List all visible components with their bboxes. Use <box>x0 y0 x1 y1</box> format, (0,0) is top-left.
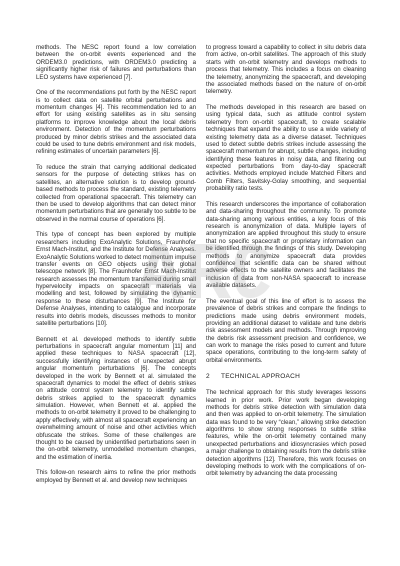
right-column <box>206 44 366 486</box>
paragraph: The eventual goal of this line of effort is to assess the prevalence of debris strikes and compare the findings to predictions made using debris environment models, providing an additional dataset to validate and tune debris risk assessment models and methods. Through improving the debris risk assessment precision and confidence, we can work to manage the risks posed to current and future space operations, contributing to the long-term safety of orbital environments. <box>206 297 366 364</box>
section-heading <box>206 373 366 381</box>
paragraph: Bennett et al. developed methods to identify subtle perturbations in spacecraft angular momentum [11] and applied these techniques to NASA spacecraft [12], successfully identifying instances of unexpected abrupt angular momentum perturbations [6]. The concepts developed in the work by Bennett et al. simulated the spacecraft dynamics to model the effect of debris strikes on attitude control system telemetry to identify subtle debris strikes applied to the spacecraft dynamics simulation. However, when Bennett et al. applied the methods to on-orbit telemetry it proved to be challenging to apply effectively, with almost all spacecraft experiencing an overwhelming amount of noise and other activities which obfuscate the strikes. Some of these challenges are thought to be caused by unidentified perturbations seen in the on-orbit telemetry, unmodelled momentum changes, and the estimation of inertia. <box>36 335 196 461</box>
paragraph: This research underscores the importance of collaboration and data-sharing throughout the community. To promote data-sharing among various entities, a key focus of this research is anonymization of data. Multiple layers of anonymization are applied throughout this study to ensure that no specific spacecraft or proprietary information can be identified through the findings of this study. Developing methods to anonymize spacecraft data provides confidence that scientific data can be shared without adverse effects to the satellite owners and facilitates the inclusion of data from non-NASA spacecraft to increase available datasets. <box>206 200 366 290</box>
paragraph: One of the recommendations put forth by the NESC report is to collect data on satellite orbital perturbations and momentum changes [4]. This recommendation led to an effort for using existing satellites as in situ sensing platforms to improve knowledge about the local debris environment. Detection of the momentum perturbations produced by minor debris strikes and the associated data could be used to tune debris environment and risk models, refining estimates of uncertain parameters [6]. <box>36 89 196 156</box>
paragraph: to progress toward a capability to collect in situ debris data from active, on-orbit satellites. The approach of this study starts with on-orbit telemetry and develops methods to process that telemetry. This includes a focus on cleaning the telemetry, anonymizing the spacecraft, and developing the associated methods based on the nature of on-orbit telemetry. <box>206 44 366 96</box>
paragraph: To reduce the strain that carrying additional dedicated sensors for the purpose of detecting strikes has on satellites, an alternative solution is to develop ground-based methods to process the standard, existing telemetry collected from operational spacecraft. This telemetry can then be used to develop algorithms that can detect minor momentum perturbations that are generally too subtle to be observed in the normal course of operations [6]. <box>36 164 196 223</box>
paragraph: This follow-on research aims to refine the prior methods employed by Bennett et al. and develop new techniques <box>36 469 196 484</box>
paragraph: The methods developed in this research are based on using typical data, such as attitude control system telemetry from on-orbit spacecraft, to create scalable techniques that expand the ability to use a wide variety of existing telemetry data as a diverse dataset. Techniques used to detect subtle debris strikes include assessing the spacecraft momentum for abrupt, subtle changes, including identifying these features in noisy data, and filtering out expected perturbations from day-to-day spacecraft activities. Methods employed include Matched Filters and Comb Filters, Savitsky-Golay smoothing, and sequential probability ratio tests. <box>206 104 366 193</box>
paragraph: methods. The NESC report found a low correlation between the on-orbit events experienced and the ORDEM3.0 predictions, with ORDEM3.0 predicting a significantly higher risk of failures and perturbations than LEO systems have experienced [7]. <box>36 44 196 81</box>
paragraph: This type of concept has been explored by multiple researchers including ExoAnalytic Solutions, Fraunhofer Ernst Mach-Institut, and the Institute for Defense Analyses. ExoAnalytic Solutions worked to detect momentum impulse transfer events on GEO objects using their global telescope network [8]. The Fraunhofer Ernst Mach-Institut research assesses the momentum transferred during small hypervelocity impacts on spacecraft materials via modelling and test, followed by simulating the dynamic response to these disturbances [9]. The Institute for Defense Analyses, intending to catalogue and incorporate results into debris models, discusses methods to monitor satellite perturbations [10]. <box>36 231 196 327</box>
left-column <box>36 44 196 493</box>
paragraph: The technical approach for this study leverages lessons learned in prior work. Prior work began developing methods for debris strike detection with simulation data and then was applied to on-orbit telemetry. The simulation data was found to be very “clean,” allowing strike detection algorithms to show strong responses to subtle strike features, while the on-orbit telemetry contained many unexpected perturbations and idiosyncrasies which posed a major challenge to obtaining results from the debris strike detection algorithms [12]. Therefore, this work focuses on developing methods to work with the complications of on-orbit telemetry by advancing the data processing <box>206 389 366 478</box>
section-title: TECHNICAL APPROACH <box>221 373 301 381</box>
section-number: 2 <box>206 373 210 381</box>
